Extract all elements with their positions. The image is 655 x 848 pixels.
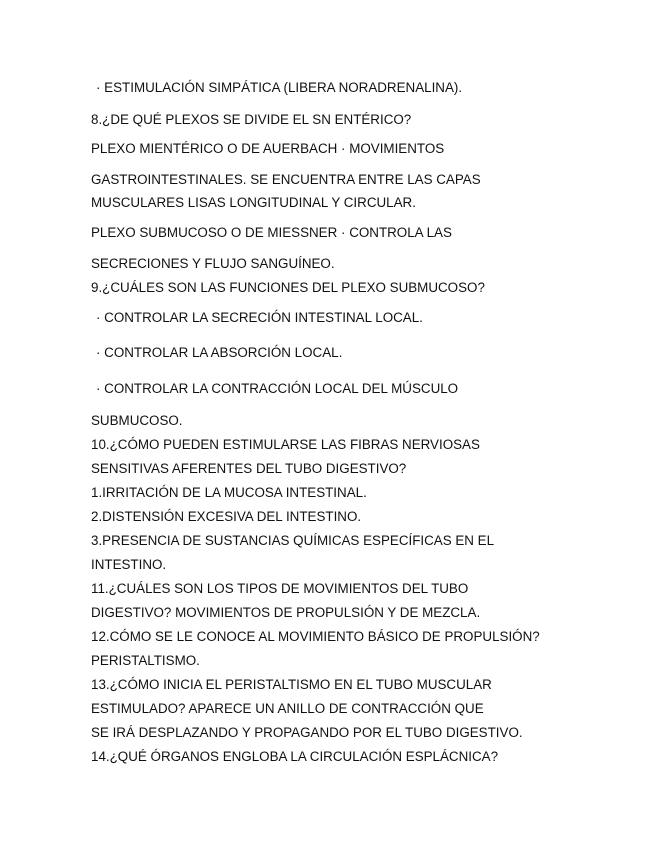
bullet-line: · CONTROLAR LA SECRECIÓN INTESTINAL LOCAL. [96,310,423,325]
text-line: MUSCULARES LISAS LONGITUDINAL Y CIRCULAR. [91,195,416,210]
text-line: · ESTIMULACIÓN SIMPÁTICA (LIBERA NORADRENALINA). [96,80,463,95]
text-line: INTESTINO. [91,557,167,572]
list-item: 3.PRESENCIA DE SUSTANCIAS QUÍMICAS ESPECÍFICAS EN EL [91,533,495,548]
text-line: ESTIMULADO? APARECE UN ANILLO DE CONTRACCIÓN QUE [91,701,484,716]
question-line: 14.¿QUÉ ÓRGANOS ENGLOBA LA CIRCULACIÓN ESPLÁCNICA? [91,749,499,764]
text-line: GASTROINTESTINALES. SE ENCUENTRA ENTRE LAS CAPAS [91,172,481,187]
text-line: PERISTALTISMO. [91,653,200,668]
question-line: 12.CÓMO SE LE CONOCE AL MOVIMIENTO BÁSICO DE PROPULSIÓN? [91,629,540,644]
list-item: 1.IRRITACIÓN DE LA MUCOSA INTESTINAL. [91,485,367,500]
bullet-line: · CONTROLAR LA CONTRACCIÓN LOCAL DEL MÚSCULO [96,381,459,396]
question-line: 10.¿CÓMO PUEDEN ESTIMULARSE LAS FIBRAS NERVIOSAS [91,437,480,452]
question-line: 13.¿CÓMO INICIA EL PERISTALTISMO EN EL TUBO MUSCULAR [91,677,492,692]
text-line: PLEXO SUBMUCOSO O DE MIESSNER · CONTROLA LAS [91,225,452,240]
text-line: SECRECIONES Y FLUJO SANGUÍNEO. [91,256,335,271]
text-line: SUBMUCOSO. [91,413,183,428]
question-line: SENSITIVAS AFERENTES DEL TUBO DIGESTIVO? [91,461,407,476]
list-item: 2.DISTENSIÓN EXCESIVA DEL INTESTINO. [91,509,362,524]
question-line: 8.¿DE QUÉ PLEXOS SE DIVIDE EL SN ENTÉRICO? [91,112,412,127]
text-line: PLEXO MIENTÉRICO O DE AUERBACH · MOVIMIENTOS [91,141,445,156]
question-line: 11.¿CUÁLES SON LOS TIPOS DE MOVIMIENTOS DEL TUBO [91,581,469,596]
question-line: 9.¿CUÁLES SON LAS FUNCIONES DEL PLEXO SUBMUCOSO? [91,280,485,295]
text-line: SE IRÁ DESPLAZANDO Y PROPAGANDO POR EL TUBO DIGESTIVO. [91,725,523,740]
bullet-line: · CONTROLAR LA ABSORCIÓN LOCAL. [96,345,343,360]
text-line: DIGESTIVO? MOVIMIENTOS DE PROPULSIÓN Y DE MEZCLA. [91,605,481,620]
